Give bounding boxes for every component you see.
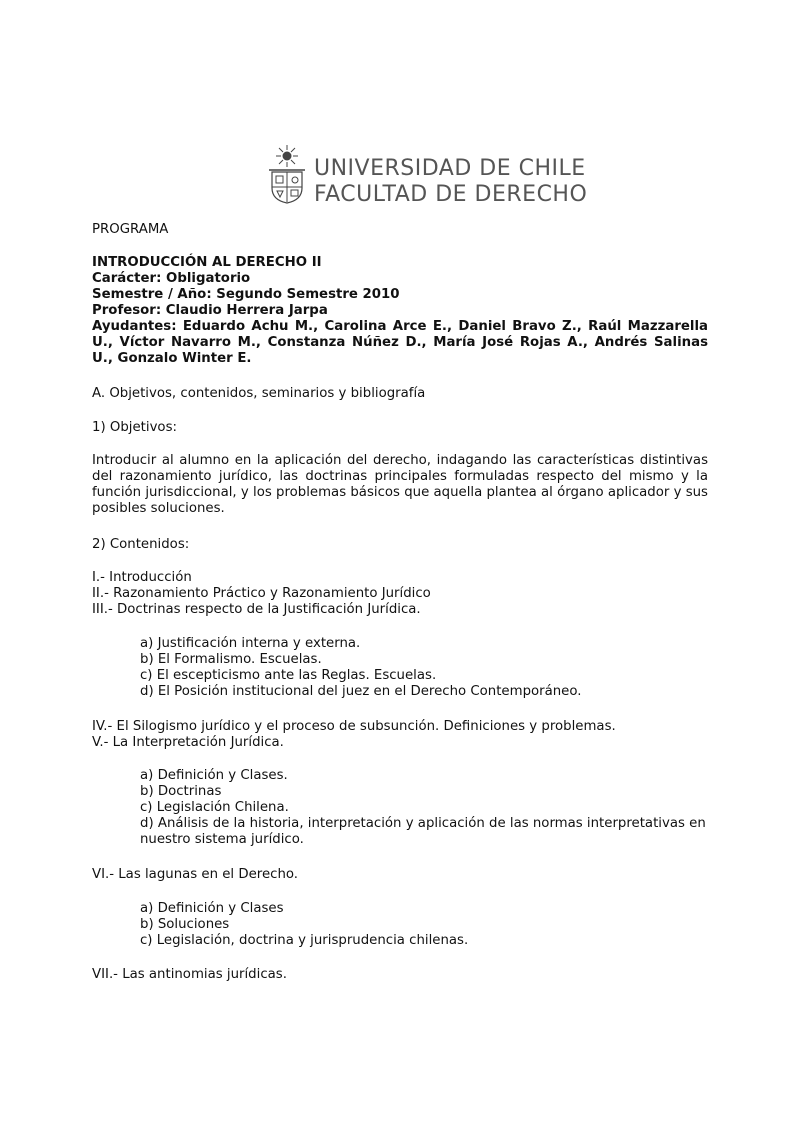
course-semester: Semestre / Año: Segundo Semestre 2010: [92, 287, 400, 302]
course-title: INTRODUCCIÓN AL DERECHO II: [92, 255, 322, 270]
unit-3-items: [92, 636, 756, 700]
list-item: d) Análisis de la historia, interpretación y aplicación de las normas interpretativas en nuestro sistema jurídico.: [140, 816, 706, 847]
list-item: a) Justificación interna y externa.: [140, 636, 361, 651]
units-4-5: [92, 719, 708, 751]
objectives-heading: 1) Objetivos:: [92, 420, 177, 435]
list-item: d) El Posición institucional del juez en el Derecho Contemporáneo.: [140, 684, 582, 699]
course-caracter: Carácter: Obligatorio: [92, 271, 251, 286]
unit-2: II.- Razonamiento Práctico y Razonamiento Jurídico: [92, 586, 431, 601]
list-item: b) Soluciones: [140, 917, 230, 932]
unit-1: I.- Introducción: [92, 570, 192, 585]
list-item: c) El escepticismo ante las Reglas. Escuelas.: [140, 668, 437, 683]
section-a-title: A. Objetivos, contenidos, seminarios y bibliografía: [92, 386, 426, 401]
unit-6: VI.- Las lagunas en el Derecho.: [92, 867, 298, 882]
unit-7: VII.- Las antinomias jurídicas.: [92, 967, 287, 982]
list-item: c) Legislación, doctrina y jurisprudencia chilenas.: [140, 933, 469, 948]
list-item: a) Definición y Clases.: [140, 768, 288, 783]
assistants-list: : Eduardo Achu M., Carolina Arce E., Daniel Bravo Z., Raúl Mazzarella U., Víctor Navarro M., Constanza Núñez D., María José Rojas A., Andrés Salinas U., Gonzalo Winter E.: [92, 319, 708, 366]
units-1-3: [92, 570, 708, 618]
course-info: [92, 255, 708, 367]
unit-5: V.- La Interpretación Jurídica.: [92, 735, 284, 750]
assistants-label: Ayudantes: [92, 319, 172, 334]
university-crest-icon: [268, 144, 306, 204]
unit-5-items: [92, 768, 756, 848]
objectives-text: Introducir al alumno en la aplicación del derecho, indagando las características distintivas del razonamiento jurídico, las doctrinas principales formuladas respecto del mismo y la función jurisdiccional, y los problemas básicos que aquella plantea al órgano aplicador y sus posibles soluciones.: [92, 453, 708, 516]
contents-heading: 2) Contenidos:: [92, 537, 190, 552]
course-assistants: [92, 319, 708, 367]
list-item: b) Doctrinas: [140, 784, 222, 799]
document-heading: PROGRAMA: [92, 222, 169, 237]
course-professor: Profesor: Claudio Herrera Jarpa: [92, 303, 328, 318]
list-item: c) Legislación Chilena.: [140, 800, 289, 815]
logo-university-name: UNIVERSIDAD DE CHILE: [314, 156, 586, 181]
unit-3: III.- Doctrinas respecto de la Justificación Jurídica.: [92, 602, 421, 617]
unit-4: IV.- El Silogismo jurídico y el proceso de subsunción. Definiciones y problemas.: [92, 719, 616, 734]
university-logo: [268, 144, 587, 208]
unit-6-items: [92, 901, 756, 949]
list-item: a) Definición y Clases: [140, 901, 284, 916]
logo-faculty-name: FACULTAD DE DERECHO: [314, 182, 588, 207]
list-item: b) El Formalismo. Escuelas.: [140, 652, 322, 667]
